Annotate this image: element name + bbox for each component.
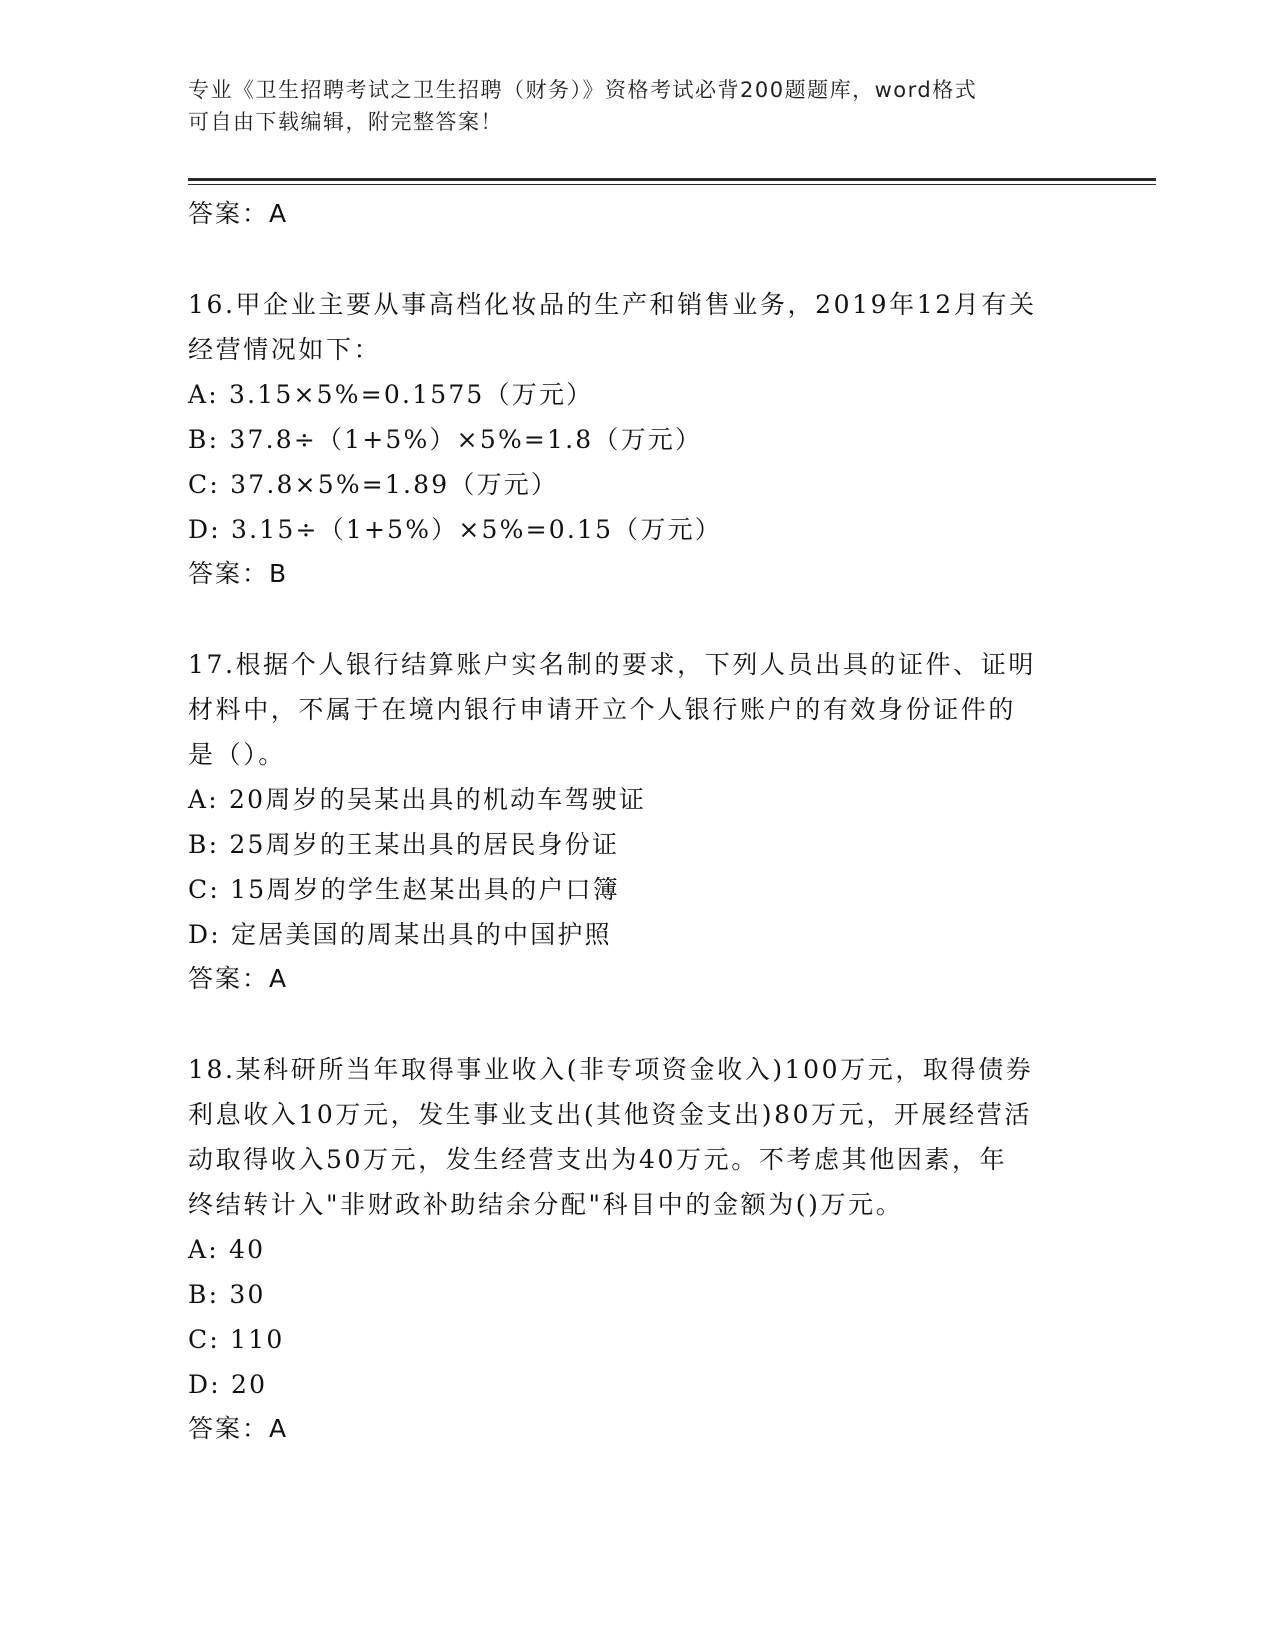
answer-line — [188, 1407, 1088, 1451]
option-text: 37.8×5%=1.89（万元） — [230, 470, 559, 499]
answer-option — [188, 867, 1088, 912]
option-separator — [219, 380, 229, 409]
option-text: 30 — [229, 1280, 266, 1309]
option-key: B: — [188, 1280, 220, 1309]
option-text: 定居美国的周某出具的中国护照 — [231, 920, 612, 949]
question-stem-line: 经营情况如下： — [188, 335, 382, 364]
answer-line — [188, 552, 1088, 596]
option-key: D: — [188, 920, 221, 949]
question-block — [188, 282, 1088, 596]
question-stem-line: 18.某科研所当年取得事业收入(非专项资金收入)100万元，取得债券 — [188, 1055, 1034, 1084]
option-key: A: — [188, 380, 219, 409]
option-separator — [219, 785, 229, 814]
answer-option — [188, 777, 1088, 822]
answer-option — [188, 507, 1088, 552]
header-divider-thin — [188, 184, 1156, 185]
option-separator — [219, 425, 229, 454]
option-text: 3.15÷（1+5%）×5%=0.15（万元） — [231, 515, 722, 544]
option-separator — [221, 1370, 231, 1399]
option-separator — [219, 830, 229, 859]
question-stem-line: 动取得收入50万元，发生经营支出为40万元。不考虑其他因素，年 — [188, 1145, 1008, 1174]
option-text: 3.15×5%=0.1575（万元） — [229, 380, 594, 409]
answer-label: 答案： — [188, 559, 270, 588]
option-key: C: — [188, 875, 220, 904]
answer-option — [188, 1362, 1088, 1407]
option-text: 110 — [230, 1325, 285, 1354]
answer-option — [188, 1272, 1088, 1317]
answer-option — [188, 417, 1088, 462]
answer-option — [188, 462, 1088, 507]
option-text: 20 — [231, 1370, 268, 1399]
question-stem-line: 是（）。 — [188, 740, 286, 769]
option-text: 25周岁的王某出具的居民身份证 — [229, 830, 620, 859]
answer-option — [188, 1227, 1088, 1272]
answer-line — [188, 957, 1088, 1001]
option-text: 15周岁的学生赵某出具的户口簿 — [230, 875, 620, 904]
question-stem-line: 材料中，不属于在境内银行申请开立个人银行账户的有效身份证件的 — [188, 695, 1017, 724]
option-key: A: — [188, 785, 219, 814]
question-stem-line: 终结转计入"非财政补助结余分配"科目中的金额为()万元。 — [188, 1190, 904, 1219]
option-separator — [219, 1235, 229, 1264]
answer-value: A — [269, 964, 289, 993]
header-line-2: 可自由下载编辑，附完整答案！ — [188, 110, 503, 134]
question-list — [188, 188, 1088, 1451]
option-key: B: — [188, 425, 220, 454]
option-text: 40 — [229, 1235, 266, 1264]
answer-value: A — [269, 1414, 289, 1443]
question-block — [188, 642, 1088, 1001]
answer-option — [188, 912, 1088, 957]
option-separator — [219, 1280, 229, 1309]
questions-container — [188, 282, 1088, 1451]
answer-label: 答案： — [188, 199, 270, 228]
question-block — [188, 1047, 1088, 1451]
answer-option — [188, 822, 1088, 867]
option-key: C: — [188, 1325, 220, 1354]
answer-option — [188, 372, 1088, 417]
header-divider-thick — [188, 178, 1156, 181]
option-separator — [220, 875, 230, 904]
option-key: D: — [188, 1370, 221, 1399]
option-separator — [221, 920, 231, 949]
answer-label: 答案： — [188, 1414, 270, 1443]
option-text: 37.8÷（1+5%）×5%=1.8（万元） — [229, 425, 703, 454]
answer-line — [188, 192, 1088, 236]
answer-value: A — [269, 199, 289, 228]
option-separator — [221, 515, 231, 544]
option-text: 20周岁的吴某出具的机动车驾驶证 — [229, 785, 647, 814]
option-key: C: — [188, 470, 220, 499]
answer-value: B — [269, 559, 289, 588]
question-stem-line: 利息收入10万元，发生事业支出(其他资金支出)80万元，开展经营活 — [188, 1100, 1032, 1129]
answer-label: 答案： — [188, 964, 270, 993]
option-separator — [220, 470, 230, 499]
question-stem-line: 16.甲企业主要从事高档化妆品的生产和销售业务，2019年12月有关 — [188, 290, 1037, 319]
answer-option — [188, 1317, 1088, 1362]
header-line-1: 专业《卫生招聘考试之卫生招聘（财务）》资格考试必背200题题库，word格式 — [188, 78, 978, 102]
option-separator — [220, 1325, 230, 1354]
option-key: D: — [188, 515, 221, 544]
option-key: A: — [188, 1235, 219, 1264]
document-header — [188, 74, 1088, 138]
question-stem-line: 17.根据个人银行结算账户实名制的要求，下列人员出具的证件、证明 — [188, 650, 1036, 679]
option-key: B: — [188, 830, 220, 859]
